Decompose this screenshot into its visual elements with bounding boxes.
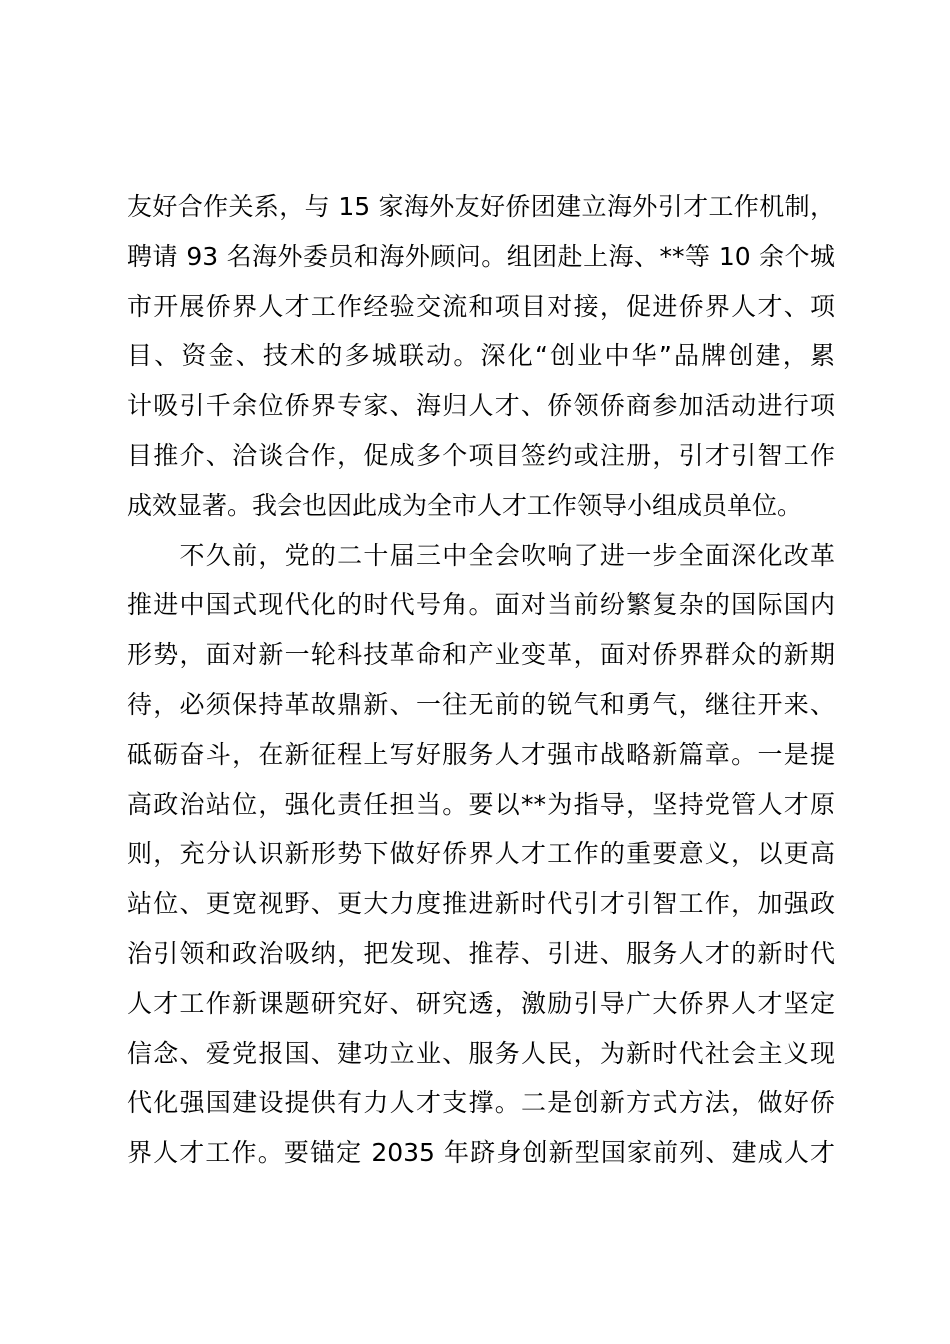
text-line: 不久前，党的二十届三中全会吹响了进一步全面深化改革 bbox=[127, 540, 835, 570]
text-line: 信念、爱党报国、建功立业、服务人民，为新时代社会主义现 bbox=[127, 1038, 835, 1068]
text-line: 友好合作关系，与 15 家海外友好侨团建立海外引才工作机制， bbox=[127, 192, 835, 221]
text-line: 界人才工作。要锚定 2035 年跻身创新型国家前列、建成人才 bbox=[127, 1138, 835, 1168]
text-line: 推进中国式现代化的时代号角。面对当前纷繁复杂的国际国内 bbox=[127, 590, 835, 620]
text-line: 则，充分认识新形势下做好侨界人才工作的重要意义，以更高 bbox=[127, 839, 835, 869]
text-line: 目推介、洽谈合作，促成多个项目签约或注册，引才引智工作 bbox=[127, 440, 835, 470]
text-line: 市开展侨界人才工作经验交流和项目对接，促进侨界人才、项 bbox=[127, 291, 835, 321]
text-line: 目、资金、技术的多城联动。深化“创业中华”品牌创建，累 bbox=[127, 341, 835, 371]
text-line: 形势，面对新一轮科技革命和产业变革，面对侨界群众的新期 bbox=[127, 640, 835, 670]
text-line: 站位、更宽视野、更大力度推进新时代引才引智工作，加强政 bbox=[127, 889, 835, 919]
body-text bbox=[127, 182, 835, 1178]
text-line: 砥砺奋斗，在新征程上写好服务人才强市战略新篇章。一是提 bbox=[127, 739, 835, 769]
text-line: 人才工作新课题研究好、研究透，激励引导广大侨界人才坚定 bbox=[127, 988, 835, 1018]
text-line: 成效显著。我会也因此成为全市人才工作领导小组成员单位。 bbox=[127, 490, 803, 520]
text-line: 高政治站位，强化责任担当。要以**为指导，坚持党管人才原 bbox=[127, 789, 835, 819]
text-line: 聘请 93 名海外委员和海外顾问。组团赴上海、**等 10 余个城 bbox=[127, 241, 835, 271]
text-line: 代化强国建设提供有力人才支撑。二是创新方式方法，做好侨 bbox=[127, 1088, 835, 1118]
text-line: 治引领和政治吸纳，把发现、推荐、引进、服务人才的新时代 bbox=[127, 938, 835, 968]
text-line: 计吸引千余位侨界专家、海归人才、侨领侨商参加活动进行项 bbox=[127, 391, 835, 421]
text-line: 待，必须保持革故鼎新、一往无前的锐气和勇气，继往开来、 bbox=[127, 689, 835, 719]
